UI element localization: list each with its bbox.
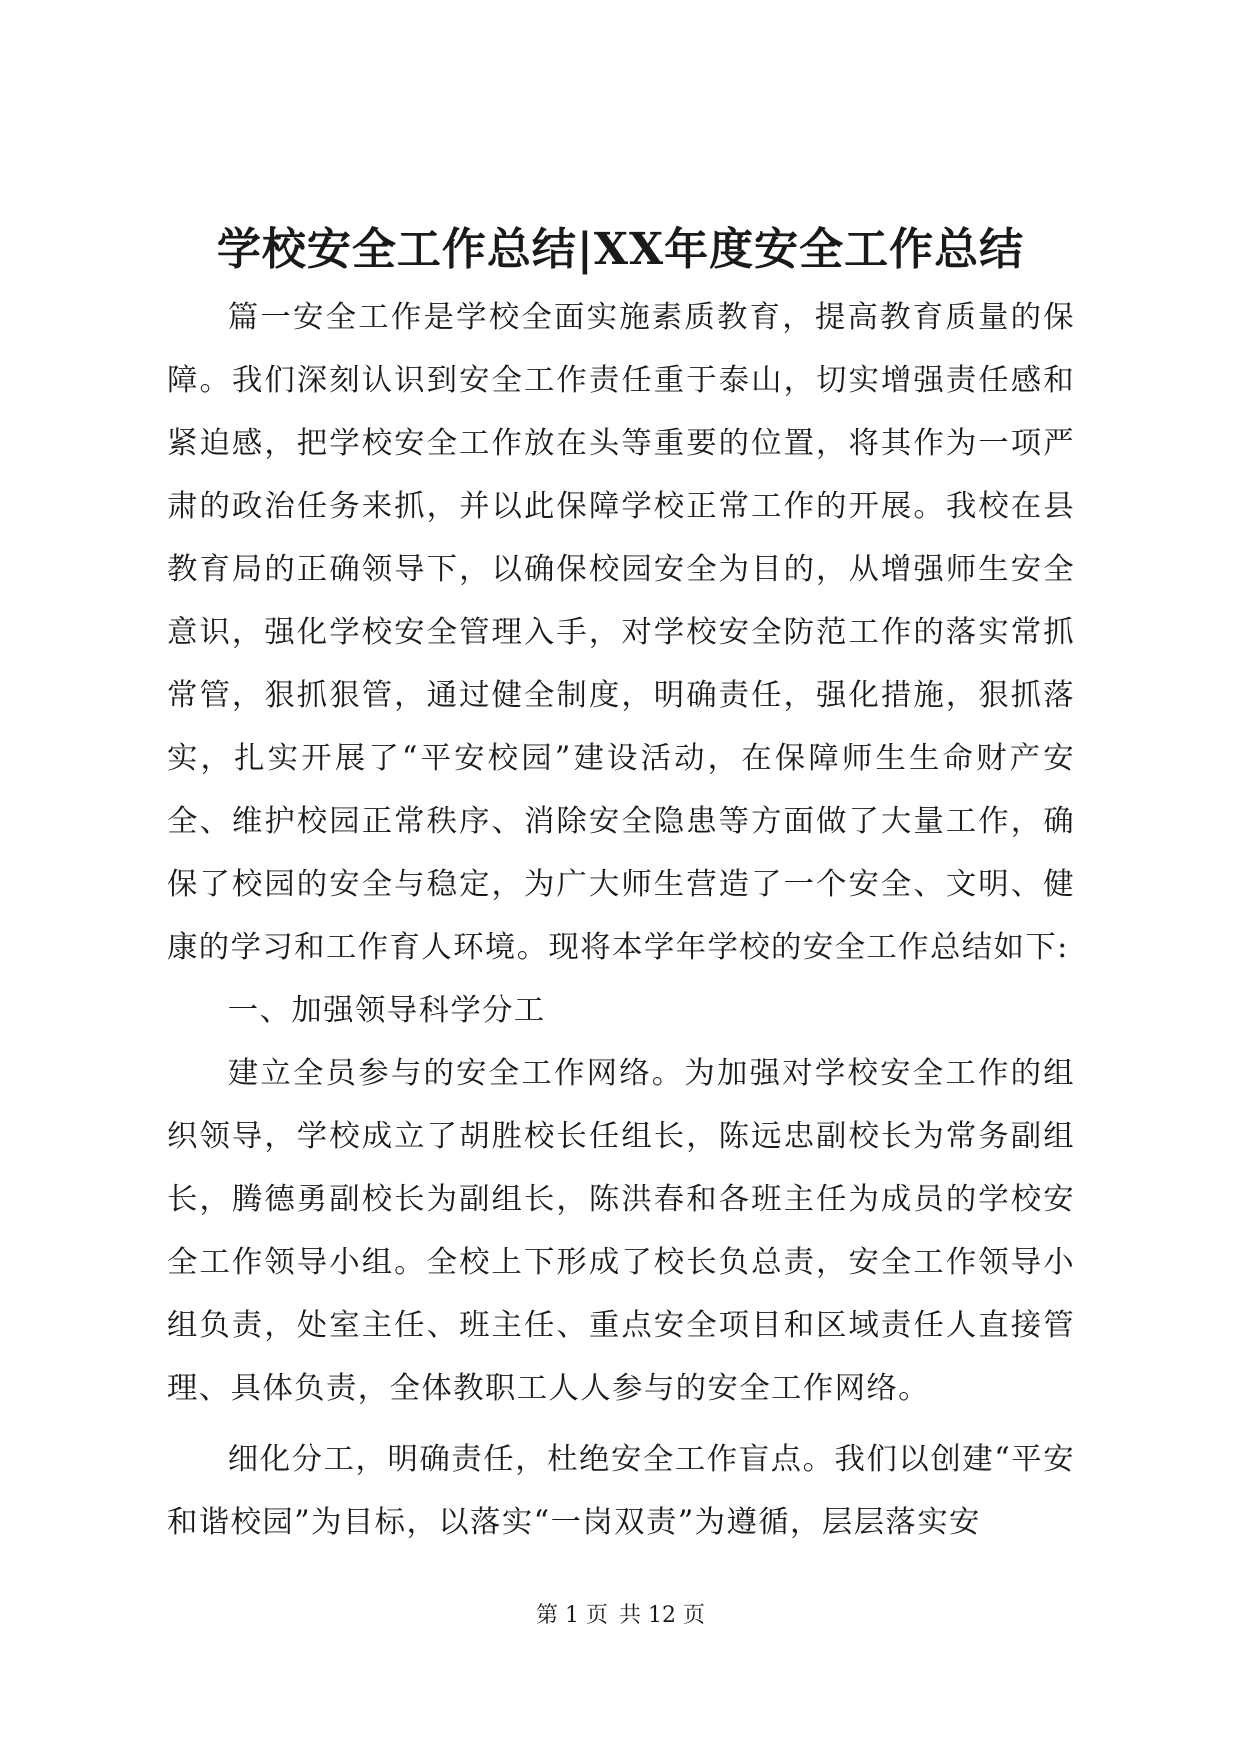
- document-title: 学校安全工作总结|XX年度安全工作总结: [216, 224, 1025, 275]
- document-body: [167, 286, 1075, 1554]
- paragraph-division: 细化分工，明确责任，杜绝安全工作盲点。我们以创建“平安和谐校园”为目标，以落实“一岗双责”为遵循，层层落实安: [167, 1442, 1075, 1540]
- paragraph-network: 建立全员参与的安全工作网络。为加强对学校安全工作的组织领导，学校成立了胡胜校长任组长，陈远忠副校长为常务副组长，腾德勇副校长为副组长，陈洪春和各班主任为成员的学校安全工作领导小组。全校上下形成了校长负总责，安全工作领导小组负责，处室主任、班主任、重点安全项目和区域责任人直接管理、具体负责，全体教职工人人参与的安全工作网络。: [167, 1056, 1075, 1406]
- page-total: 共 12 页: [619, 1603, 705, 1628]
- page-footer: [0, 1602, 1241, 1630]
- paragraph-intro: 篇一安全工作是学校全面实施素质教育，提高教育质量的保障。我们深刻认识到安全工作责任重于泰山，切实增强责任感和紧迫感，把学校安全工作放在头等重要的位置，将其作为一项严肃的政治任务来抓，并以此保障学校正常工作的开展。我校在县教育局的正确领导下，以确保校园安全为目的，从增强师生安全意识，强化学校安全管理入手，对学校安全防范工作的落实常抓常管，狠抓狠管，通过健全制度，明确责任，强化措施，狠抓落实，扎实开展了“平安校园”建设活动，在保障师生生命财产安全、维护校园正常秩序、消除安全隐患等方面做了大量工作，确保了校园的安全与稳定，为广大师生营造了一个安全、文明、健康的学习和工作育人环境。现将本学年学校的安全工作总结如下:: [167, 300, 1075, 965]
- page-number: 第 1 页: [536, 1603, 608, 1628]
- section-heading-1: 一、加强领导科学分工: [227, 993, 546, 1028]
